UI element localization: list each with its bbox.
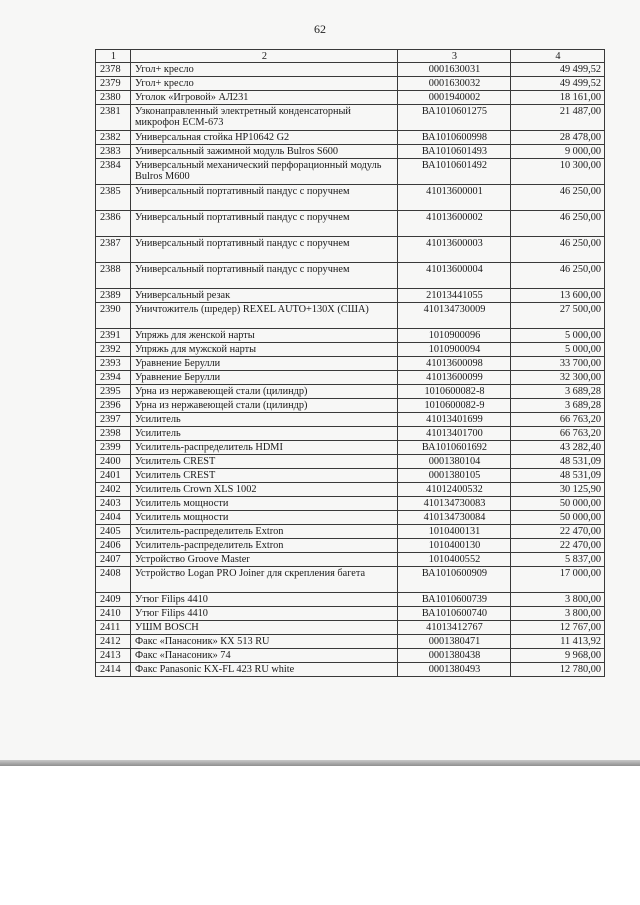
inventory-code-cell: 0001380471 — [398, 635, 511, 649]
table-row — [96, 413, 605, 427]
table-row — [96, 385, 605, 399]
row-number-cell: 2401 — [96, 469, 131, 483]
table-row — [96, 131, 605, 145]
table-row — [96, 497, 605, 511]
amount-cell: 33 700,00 — [511, 357, 605, 371]
table-row — [96, 371, 605, 385]
amount-cell: 32 300,00 — [511, 371, 605, 385]
table-row — [96, 663, 605, 677]
row-number-cell: 2402 — [96, 483, 131, 497]
item-name-cell: Уничтожитель (шредер) REXEL AUTO+130X (США) — [131, 303, 398, 329]
amount-cell: 5 837,00 — [511, 553, 605, 567]
row-number-cell: 2393 — [96, 357, 131, 371]
table-row — [96, 289, 605, 303]
row-number-cell: 2414 — [96, 663, 131, 677]
item-name-cell: Усилитель Crown XLS 1002 — [131, 483, 398, 497]
amount-cell: 49 499,52 — [511, 63, 605, 77]
inventory-code-cell: 410134730084 — [398, 511, 511, 525]
amount-cell: 3 689,28 — [511, 385, 605, 399]
amount-cell: 46 250,00 — [511, 211, 605, 237]
inventory-code-cell: 1010900094 — [398, 343, 511, 357]
item-name-cell: Уравнение Берулли — [131, 371, 398, 385]
inventory-code-cell: 41013600002 — [398, 211, 511, 237]
table-row — [96, 593, 605, 607]
row-number-cell: 2399 — [96, 441, 131, 455]
table-row — [96, 525, 605, 539]
inventory-code-cell: 0001940002 — [398, 91, 511, 105]
inventory-code-cell: 1010400552 — [398, 553, 511, 567]
inventory-code-cell: 41013600001 — [398, 185, 511, 211]
table-row — [96, 511, 605, 525]
row-number-cell: 2379 — [96, 77, 131, 91]
amount-cell: 66 763,20 — [511, 427, 605, 441]
item-name-cell: Уравнение Берулли — [131, 357, 398, 371]
table-row — [96, 455, 605, 469]
table-row — [96, 469, 605, 483]
scan-edge — [0, 760, 640, 766]
table-row — [96, 607, 605, 621]
inventory-code-cell: 410134730083 — [398, 497, 511, 511]
amount-cell: 5 000,00 — [511, 329, 605, 343]
inventory-code-cell: 41013600098 — [398, 357, 511, 371]
amount-cell: 9 968,00 — [511, 649, 605, 663]
item-name-cell: Уголок «Игровой» АЛ231 — [131, 91, 398, 105]
table-row — [96, 159, 605, 185]
item-name-cell: Усилитель-распределитель HDMI — [131, 441, 398, 455]
amount-cell: 46 250,00 — [511, 185, 605, 211]
row-number-cell: 2403 — [96, 497, 131, 511]
amount-cell: 3 689,28 — [511, 399, 605, 413]
item-name-cell: Усилитель CREST — [131, 469, 398, 483]
row-number-cell: 2384 — [96, 159, 131, 185]
item-name-cell: Утюг Filips 4410 — [131, 607, 398, 621]
inventory-code-cell: 1010400131 — [398, 525, 511, 539]
table-row — [96, 427, 605, 441]
item-name-cell: Усилитель CREST — [131, 455, 398, 469]
row-number-cell: 2394 — [96, 371, 131, 385]
table-row — [96, 77, 605, 91]
column-header-3: 3 — [398, 50, 511, 63]
table-row — [96, 237, 605, 263]
inventory-code-cell: 0001630031 — [398, 63, 511, 77]
inventory-code-cell: ВА1010600739 — [398, 593, 511, 607]
inventory-code-cell: 41013412767 — [398, 621, 511, 635]
table-row — [96, 185, 605, 211]
inventory-code-cell: 1010400130 — [398, 539, 511, 553]
inventory-code-cell: ВА1010601493 — [398, 145, 511, 159]
row-number-cell: 2407 — [96, 553, 131, 567]
inventory-code-cell: 41013600003 — [398, 237, 511, 263]
item-name-cell: Усилитель мощности — [131, 497, 398, 511]
table-row — [96, 145, 605, 159]
inventory-code-cell: 41013401700 — [398, 427, 511, 441]
amount-cell: 17 000,00 — [511, 567, 605, 593]
inventory-code-cell: 21013441055 — [398, 289, 511, 303]
amount-cell: 66 763,20 — [511, 413, 605, 427]
inventory-code-cell: 0001380104 — [398, 455, 511, 469]
inventory-code-cell: 1010600082-9 — [398, 399, 511, 413]
item-name-cell: Универсальный резак — [131, 289, 398, 303]
table-row — [96, 399, 605, 413]
inventory-code-cell: ВА1010600998 — [398, 131, 511, 145]
table-row — [96, 483, 605, 497]
inventory-code-cell: 41013401699 — [398, 413, 511, 427]
item-name-cell: Универсальная стойка HP10642 G2 — [131, 131, 398, 145]
row-number-cell: 2397 — [96, 413, 131, 427]
item-name-cell: Универсальный портативный пандус с поручнем — [131, 237, 398, 263]
amount-cell: 46 250,00 — [511, 237, 605, 263]
inventory-code-cell: ВА1010600909 — [398, 567, 511, 593]
item-name-cell: Усилитель — [131, 413, 398, 427]
inventory-code-cell: 1010600082-8 — [398, 385, 511, 399]
table-row — [96, 343, 605, 357]
amount-cell: 5 000,00 — [511, 343, 605, 357]
row-number-cell: 2381 — [96, 105, 131, 131]
inventory-code-cell: 41013600099 — [398, 371, 511, 385]
table-row — [96, 303, 605, 329]
amount-cell: 22 470,00 — [511, 525, 605, 539]
row-number-cell: 2396 — [96, 399, 131, 413]
row-number-cell: 2380 — [96, 91, 131, 105]
amount-cell: 50 000,00 — [511, 497, 605, 511]
table-row — [96, 63, 605, 77]
column-header-2: 2 — [131, 50, 398, 63]
amount-cell: 3 800,00 — [511, 593, 605, 607]
row-number-cell: 2395 — [96, 385, 131, 399]
row-number-cell: 2382 — [96, 131, 131, 145]
row-number-cell: 2383 — [96, 145, 131, 159]
row-number-cell: 2410 — [96, 607, 131, 621]
amount-cell: 12 767,00 — [511, 621, 605, 635]
page-number: 62 — [314, 22, 326, 36]
row-number-cell: 2391 — [96, 329, 131, 343]
amount-cell: 43 282,40 — [511, 441, 605, 455]
table-row — [96, 263, 605, 289]
row-number-cell: 2404 — [96, 511, 131, 525]
inventory-code-cell: ВА1010601275 — [398, 105, 511, 131]
row-number-cell: 2409 — [96, 593, 131, 607]
item-name-cell: Универсальный зажимной модуль Bulros S600 — [131, 145, 398, 159]
item-name-cell: Урна из нержавеющей стали (цилиндр) — [131, 385, 398, 399]
inventory-code-cell: 0001380438 — [398, 649, 511, 663]
item-name-cell: Упряжь для мужской нарты — [131, 343, 398, 357]
item-name-cell: Универсальный портативный пандус с поручнем — [131, 211, 398, 237]
item-name-cell: УШМ BOSCH — [131, 621, 398, 635]
amount-cell: 9 000,00 — [511, 145, 605, 159]
amount-cell: 48 531,09 — [511, 469, 605, 483]
amount-cell: 30 125,90 — [511, 483, 605, 497]
item-name-cell: Узконаправленный электретный конденсаторный микрофон ECM-673 — [131, 105, 398, 131]
item-name-cell: Универсальный механический перфорационный модуль Bulros M600 — [131, 159, 398, 185]
table-row — [96, 539, 605, 553]
item-name-cell: Усилитель-распределитель Extron — [131, 525, 398, 539]
amount-cell: 46 250,00 — [511, 263, 605, 289]
table-body — [96, 63, 605, 677]
row-number-cell: 2400 — [96, 455, 131, 469]
inventory-code-cell: 1010900096 — [398, 329, 511, 343]
item-name-cell: Устройство Logan PRO Joiner для скрепления багета — [131, 567, 398, 593]
inventory-code-cell: 0001630032 — [398, 77, 511, 91]
item-name-cell: Факс «Панасоник» 74 — [131, 649, 398, 663]
row-number-cell: 2386 — [96, 211, 131, 237]
amount-cell: 48 531,09 — [511, 455, 605, 469]
table-row — [96, 649, 605, 663]
inventory-code-cell: 41013600004 — [398, 263, 511, 289]
inventory-code-cell: ВА1010601692 — [398, 441, 511, 455]
table-row — [96, 329, 605, 343]
table-row — [96, 105, 605, 131]
table-header-row — [96, 50, 605, 63]
inventory-code-cell: 0001380105 — [398, 469, 511, 483]
table-row — [96, 211, 605, 237]
table-row — [96, 635, 605, 649]
inventory-code-cell: 410134730009 — [398, 303, 511, 329]
item-name-cell: Универсальный портативный пандус с поручнем — [131, 263, 398, 289]
item-name-cell: Угол+ кресло — [131, 77, 398, 91]
item-name-cell: Универсальный портативный пандус с поручнем — [131, 185, 398, 211]
row-number-cell: 2378 — [96, 63, 131, 77]
row-number-cell: 2398 — [96, 427, 131, 441]
row-number-cell: 2413 — [96, 649, 131, 663]
amount-cell: 50 000,00 — [511, 511, 605, 525]
table-row — [96, 553, 605, 567]
amount-cell: 22 470,00 — [511, 539, 605, 553]
item-name-cell: Факс «Панасоник» КХ 513 RU — [131, 635, 398, 649]
inventory-table — [95, 49, 605, 677]
column-header-1: 1 — [96, 50, 131, 63]
amount-cell: 3 800,00 — [511, 607, 605, 621]
row-number-cell: 2405 — [96, 525, 131, 539]
column-header-4: 4 — [511, 50, 605, 63]
item-name-cell: Усилитель мощности — [131, 511, 398, 525]
row-number-cell: 2390 — [96, 303, 131, 329]
item-name-cell: Усилитель-распределитель Extron — [131, 539, 398, 553]
row-number-cell: 2412 — [96, 635, 131, 649]
item-name-cell: Урна из нержавеющей стали (цилиндр) — [131, 399, 398, 413]
amount-cell: 13 600,00 — [511, 289, 605, 303]
table-row — [96, 567, 605, 593]
amount-cell: 11 413,92 — [511, 635, 605, 649]
item-name-cell: Устройство Groove Master — [131, 553, 398, 567]
inventory-code-cell: 41012400532 — [398, 483, 511, 497]
row-number-cell: 2388 — [96, 263, 131, 289]
amount-cell: 27 500,00 — [511, 303, 605, 329]
table-row — [96, 621, 605, 635]
table-row — [96, 91, 605, 105]
table-row — [96, 357, 605, 371]
row-number-cell: 2392 — [96, 343, 131, 357]
item-name-cell: Усилитель — [131, 427, 398, 441]
item-name-cell: Угол+ кресло — [131, 63, 398, 77]
inventory-code-cell: ВА1010601492 — [398, 159, 511, 185]
row-number-cell: 2406 — [96, 539, 131, 553]
amount-cell: 10 300,00 — [511, 159, 605, 185]
amount-cell: 21 487,00 — [511, 105, 605, 131]
row-number-cell: 2408 — [96, 567, 131, 593]
table-row — [96, 441, 605, 455]
item-name-cell: Утюг Filips 4410 — [131, 593, 398, 607]
row-number-cell: 2411 — [96, 621, 131, 635]
item-name-cell: Упряжь для женской нарты — [131, 329, 398, 343]
row-number-cell: 2387 — [96, 237, 131, 263]
amount-cell: 18 161,00 — [511, 91, 605, 105]
inventory-code-cell: 0001380493 — [398, 663, 511, 677]
row-number-cell: 2385 — [96, 185, 131, 211]
amount-cell: 49 499,52 — [511, 77, 605, 91]
inventory-code-cell: ВА1010600740 — [398, 607, 511, 621]
amount-cell: 12 780,00 — [511, 663, 605, 677]
amount-cell: 28 478,00 — [511, 131, 605, 145]
item-name-cell: Факс Panasonic KX-FL 423 RU white — [131, 663, 398, 677]
row-number-cell: 2389 — [96, 289, 131, 303]
